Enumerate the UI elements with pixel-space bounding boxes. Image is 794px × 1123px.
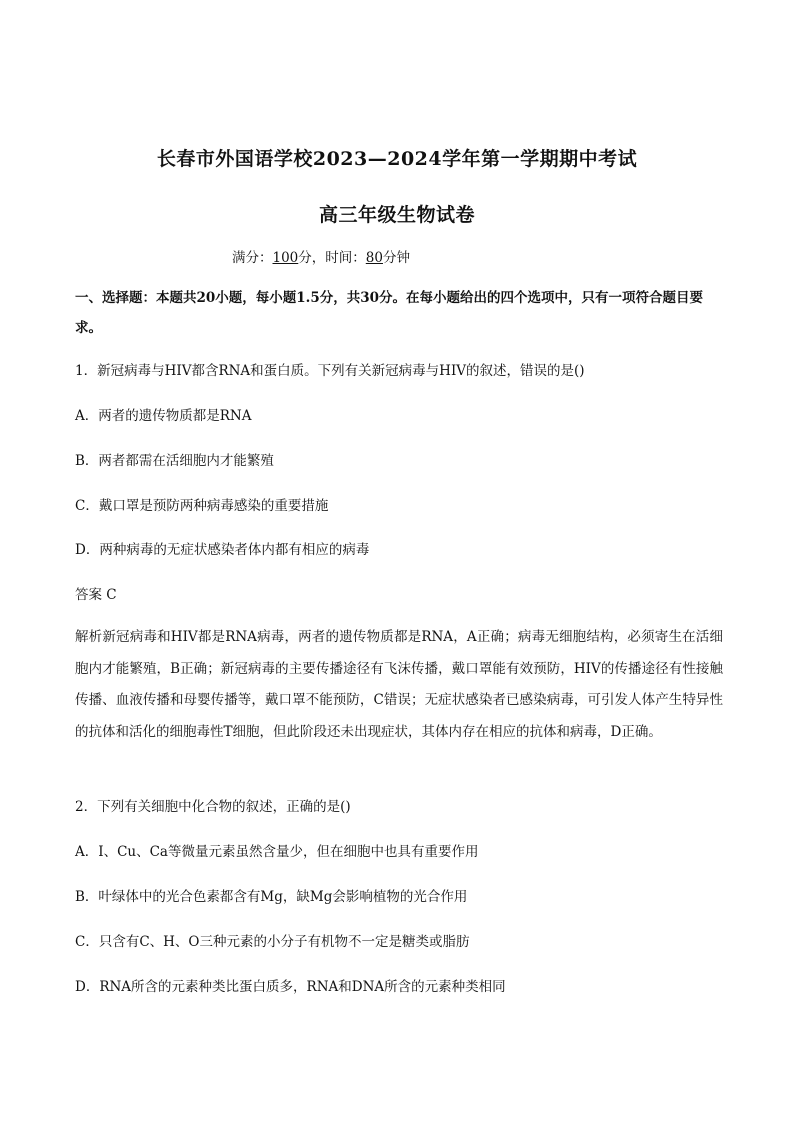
- question-1-option-c: C．戴口罩是预防两种病毒感染的重要措施: [75, 498, 329, 514]
- question-2-stem: 2．下列有关细胞中化合物的叙述，正确的是(): [75, 799, 351, 815]
- question-2-option-a: A．I、Cu、Ca等微量元素虽然含量少，但在细胞中也具有重要作用: [75, 844, 479, 860]
- score-unit: 分，时间：: [298, 250, 366, 266]
- question-1-analysis: 解析新冠病毒和HIV都是RNA病毒，两者的遗传物质都是RNA，A正确；病毒无细胞结构，必须寄生在活细胞内才能繁殖，B正确；新冠病毒的主要传播途径有飞沫传播，戴口罩能有效预防，HIV的传播途径有性接触传播、血液传播和母婴传播等，戴口罩不能预防，C错误；无症状感染者已感染病毒，可引发人体产生特异性的抗体和活化的细胞毒性T细胞，但此阶段还未出现症状，其体内存在相应的抗体和病毒，D正确。: [75, 629, 723, 740]
- question-1-option-b: B．两者都需在活细胞内才能繁殖: [75, 453, 274, 469]
- question-1-answer: 答案 C: [75, 587, 117, 603]
- time-value: 80: [365, 250, 383, 266]
- score-value: 100: [272, 250, 299, 266]
- score-label: 满分：: [232, 250, 273, 266]
- question-1-option-d: D．两种病毒的无症状感染者体内都有相应的病毒: [75, 542, 370, 558]
- question-1-stem: 1．新冠病毒与HIV都含RNA和蛋白质。下列有关新冠病毒与HIV的叙述，错误的是(): [75, 363, 585, 379]
- exam-meta: [232, 246, 410, 266]
- exam-subtitle: 高三年级生物试卷: [318, 204, 475, 226]
- time-unit: 分钟: [382, 250, 410, 266]
- section-heading: 一、选择题：本题共20小题，每小题1.5分，共30分。在每小题给出的四个选项中，只有一项符合题目要求。: [75, 290, 704, 336]
- question-2-option-c: C．只含有C、H、O三种元素的小分子有机物不一定是糖类或脂肪: [75, 934, 470, 950]
- question-2-option-b: B．叶绿体中的光合色素都含有Mg，缺Mg会影响植物的光合作用: [75, 889, 468, 905]
- question-2-option-d: D．RNA所含的元素种类比蛋白质多，RNA和DNA所含的元素种类相同: [75, 979, 506, 995]
- question-1-option-a: A．两者的遗传物质都是RNA: [75, 408, 252, 424]
- exam-title: 长春市外国语学校2023—2024学年第一学期期中考试: [156, 148, 638, 170]
